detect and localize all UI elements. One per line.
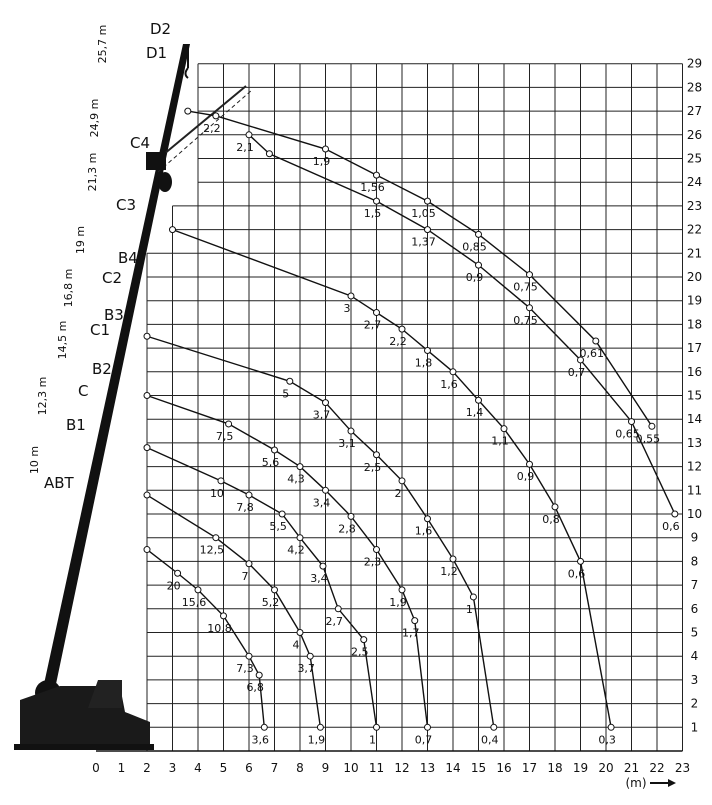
load-value-label: 2,3 [363,555,382,569]
x-tick-label: 7 [270,761,279,775]
boom-section-label: B2 [92,360,112,378]
curve-point [672,511,678,517]
load-value-label: 5,2 [261,595,280,609]
curve-point [425,347,431,353]
load-value-label: 0,9 [465,271,484,285]
curve-point [335,606,341,612]
jib-pulley-block [146,152,166,170]
y-tick-label: 22 [686,222,703,237]
curve-point [144,333,150,339]
boom-dimensions [28,20,171,492]
load-value-label: 0,61 [579,346,605,360]
load-value-label: 3,7 [297,662,315,676]
x-tick-label: 1 [117,761,126,775]
y-tick-label: 13 [686,435,703,450]
x-tick-label: 13 [419,761,436,775]
curve-point [374,547,380,553]
y-tick-label: 23 [686,198,703,213]
curve-point [175,570,181,576]
curve-point [144,547,150,553]
x-tick-label: 8 [296,761,304,775]
boom-section-label: B4 [118,249,138,267]
boom-section-label: C3 [116,196,137,214]
x-tick-label: 5 [219,761,228,775]
y-tick-label: 14 [686,412,703,427]
load-value-label: 3,4 [312,496,331,510]
curve-point [450,556,456,562]
x-tick-label: 21 [623,761,640,775]
load-value-label: 0,4 [481,733,499,747]
load-value-label: 6,8 [246,681,264,695]
curve-point [361,637,367,643]
load-value-label: 1 [465,602,473,616]
curve-point [307,653,313,659]
y-tick-label: 11 [686,483,703,498]
curve-point [578,558,584,564]
boom-section-label: B3 [104,306,124,324]
load-value-label: 3 [343,301,351,315]
curve-point [323,487,329,493]
curve-point [144,393,150,399]
curve-point [425,724,431,730]
y-tick-label: 27 [686,104,703,119]
curve-point [527,305,533,311]
x-tick-label: 9 [321,761,330,775]
x-tick-label: 4 [194,761,202,775]
load-value-label: 1,37 [411,235,436,249]
x-tick-label: 14 [445,761,461,775]
y-tick-label: 26 [686,127,703,142]
curve-point [399,478,405,484]
load-value-label: 15,6 [181,595,207,609]
curve-point [629,419,635,425]
boom-length-label: 24,9 m [88,98,101,138]
curve-point [491,724,497,730]
load-value-label: 2,5 [363,460,382,474]
boom-length-label: 12,3 m [36,376,49,416]
y-tick-label: 24 [686,175,703,190]
load-value-label: 4,3 [287,472,305,486]
curve-point [144,445,150,451]
load-value-label: 2,7 [325,614,343,628]
curve-point [552,504,558,510]
hook-block [158,172,172,192]
curve-point [412,618,418,624]
curve-point [261,724,267,730]
load-value-label: 7,8 [236,501,254,515]
y-tick-label: 6 [690,601,699,616]
load-value-label: 0,8 [542,512,560,526]
curve-point [213,535,219,541]
x-tick-label: 2 [143,761,151,775]
y-tick-label: 4 [690,649,699,664]
y-tick-label: 17 [686,341,703,356]
curve-point [348,513,354,519]
curve-point [185,108,191,114]
grid [147,64,683,751]
load-value-label: 1,9 [307,733,326,747]
load-value-label: 0,85 [462,240,487,254]
x-tick-label: 3 [168,761,177,775]
y-tick-label: 21 [686,246,703,261]
curve-point [246,132,252,138]
load-curve-c2 [147,336,494,727]
curve-point [425,227,431,233]
load-value-label: 3,1 [338,437,356,451]
load-value-label: 1,8 [414,356,433,370]
y-tick-label: 7 [690,578,699,593]
curve-point [374,172,380,178]
curve-point [374,198,380,204]
x-axis-label: (m) [625,776,647,790]
x-tick-label: 19 [572,761,589,775]
x-axis-arrowhead [668,779,676,787]
boom-section-label: ABT [44,474,74,492]
crane-body [20,686,150,744]
y-tick-label: 16 [686,364,703,379]
curve-point [317,724,323,730]
curve-point [425,198,431,204]
boom-section-label: C2 [102,269,123,287]
x-tick-label: 23 [674,761,691,775]
load-value-label: 1,6 [414,524,433,538]
curve-point [399,587,405,593]
curve-point [476,397,482,403]
y-tick-label: 28 [686,80,703,95]
x-tick-label: 20 [598,761,614,775]
crane-cab [88,680,122,708]
curve-point [374,310,380,316]
curve-point [476,231,482,237]
curve-point [470,594,476,600]
load-value-label: 0,7 [414,733,433,747]
curve-point [374,724,380,730]
curve-point [649,423,655,429]
boom-length-label: 19 m [74,225,87,255]
load-value-label: 7 [241,569,249,583]
curve-point [266,151,272,157]
y-tick-label: 2 [690,696,699,711]
hook-icon [186,68,189,78]
boom-length-label: 14,5 m [56,320,69,360]
curve-point [450,369,456,375]
boom-section-label: D2 [150,20,172,38]
curve-point [213,113,219,119]
load-value-label: 0,65 [615,427,640,441]
y-tick-label: 5 [690,625,699,640]
load-value-label: 1,4 [465,406,484,420]
load-value-label: 0,6 [567,567,586,581]
curve-point [226,421,232,427]
curve-point [348,428,354,434]
load-value-label: 1,9 [312,155,331,169]
x-tick-label: 22 [649,761,665,775]
x-tick-label: 10 [343,761,359,775]
curve-point [218,478,224,484]
load-value-label: 4 [292,638,300,652]
y-tick-label: 20 [686,270,703,284]
load-value-label: 3,7 [312,408,331,422]
load-value-label: 2,7 [363,318,382,332]
load-value-label: 2 [394,486,402,500]
y-tick-label: 19 [686,293,703,308]
load-value-label: 7,3 [236,662,254,676]
load-value-label: 12,5 [199,543,225,557]
load-value-label: 0,7 [567,365,586,379]
curve-point [501,426,507,432]
curve-point [221,613,227,619]
load-value-label: 0,6 [662,520,680,533]
load-value-label: 2,1 [236,140,254,154]
load-value-label: 0,55 [635,432,661,446]
load-value-label: 1,1 [491,434,509,448]
load-value-label: 5,5 [269,520,287,533]
curve-point [374,452,380,458]
load-value-label: 2,2 [389,335,407,349]
curve-point [287,378,293,384]
load-value-label: 1,7 [402,626,420,640]
load-value-label: 1 [369,733,376,747]
curve-point [320,563,326,569]
y-tick-label: 3 [690,672,699,687]
y-tick-label: 25 [686,151,703,166]
y-tick-label: 10 [686,507,703,521]
y-tick-label: 9 [690,530,699,545]
curve-point [272,587,278,593]
load-value-label: 0,75 [513,313,538,327]
curve-point [256,672,262,678]
curve-point [297,535,303,541]
load-value-label: 7,5 [215,429,234,443]
load-value-label: 2,8 [338,522,356,536]
load-value-label: 1,2 [440,565,458,579]
boom-length-label: 10 m [28,445,41,475]
load-value-label: 0,3 [598,733,616,747]
boom-section-label: C1 [90,321,111,339]
curve-point [170,227,176,233]
x-tick-label: 15 [470,761,487,775]
load-value-label: 10 [209,486,224,500]
load-value-label: 1,05 [411,207,436,221]
load-value-label: 3,4 [310,572,328,586]
y-tick-label: 18 [686,317,703,332]
boom-section-label: D1 [146,44,168,62]
load-curve-c3 [173,230,612,728]
curve-point [527,272,533,278]
curve-point [593,338,599,344]
boom-section-label: B1 [66,416,86,434]
load-value-label: 10,8 [207,621,232,635]
load-value-label: 0,75 [513,280,538,294]
curve-point [297,464,303,470]
load-value-label: 4,2 [287,543,305,557]
load-value-label: 5,6 [261,456,280,470]
curve-point [323,146,329,152]
x-tick-label: 18 [547,761,563,775]
load-value-label: 2,5 [351,645,369,659]
x-tick-label: 0 [92,761,100,775]
load-value-label: 0,9 [516,470,535,484]
curve-point [246,561,252,567]
y-tick-label: 12 [686,459,703,474]
curve-point [246,492,252,498]
boom-length-label: 21,3 m [86,152,99,192]
curve-point [246,653,252,659]
load-value-label: 3,6 [251,733,270,747]
x-tick-label: 12 [394,761,410,775]
curve-point [272,447,278,453]
boom-length-label: 25,7 m [96,24,109,64]
load-value-label: 1,5 [363,207,382,221]
curve-point [144,492,150,498]
y-tick-label: 15 [686,388,703,403]
y-tick-label: 8 [690,554,699,569]
crane-outriggers [14,744,154,750]
load-value-label: 5 [282,387,290,401]
load-value-label: 2,2 [203,121,221,135]
curve-point [399,326,405,332]
curve-point [527,461,533,467]
boom-length-label: 16,8 m [62,268,75,308]
load-value-label: 1,9 [389,595,407,609]
boom-section-label: C [78,382,89,400]
x-tick-label: 6 [245,761,253,775]
boom-section-label: C4 [130,134,151,152]
curve-point [608,724,614,730]
x-tick-label: 11 [368,761,385,775]
y-tick-label: 1 [690,720,699,735]
x-tick-label: 16 [496,761,512,775]
load-curves [144,108,680,746]
curve-point [476,262,482,268]
load-value-label: 1,56 [360,181,385,195]
y-tick-label: 29 [686,56,703,71]
curve-point [297,630,303,636]
curve-point [425,516,431,522]
load-value-label: 20 [166,579,181,593]
curve-point [323,400,329,406]
curve-point [279,511,285,517]
curve-point [348,293,354,299]
curve-point [195,587,201,593]
load-value-label: 1,6 [440,377,458,391]
x-tick-label: 17 [521,761,538,775]
